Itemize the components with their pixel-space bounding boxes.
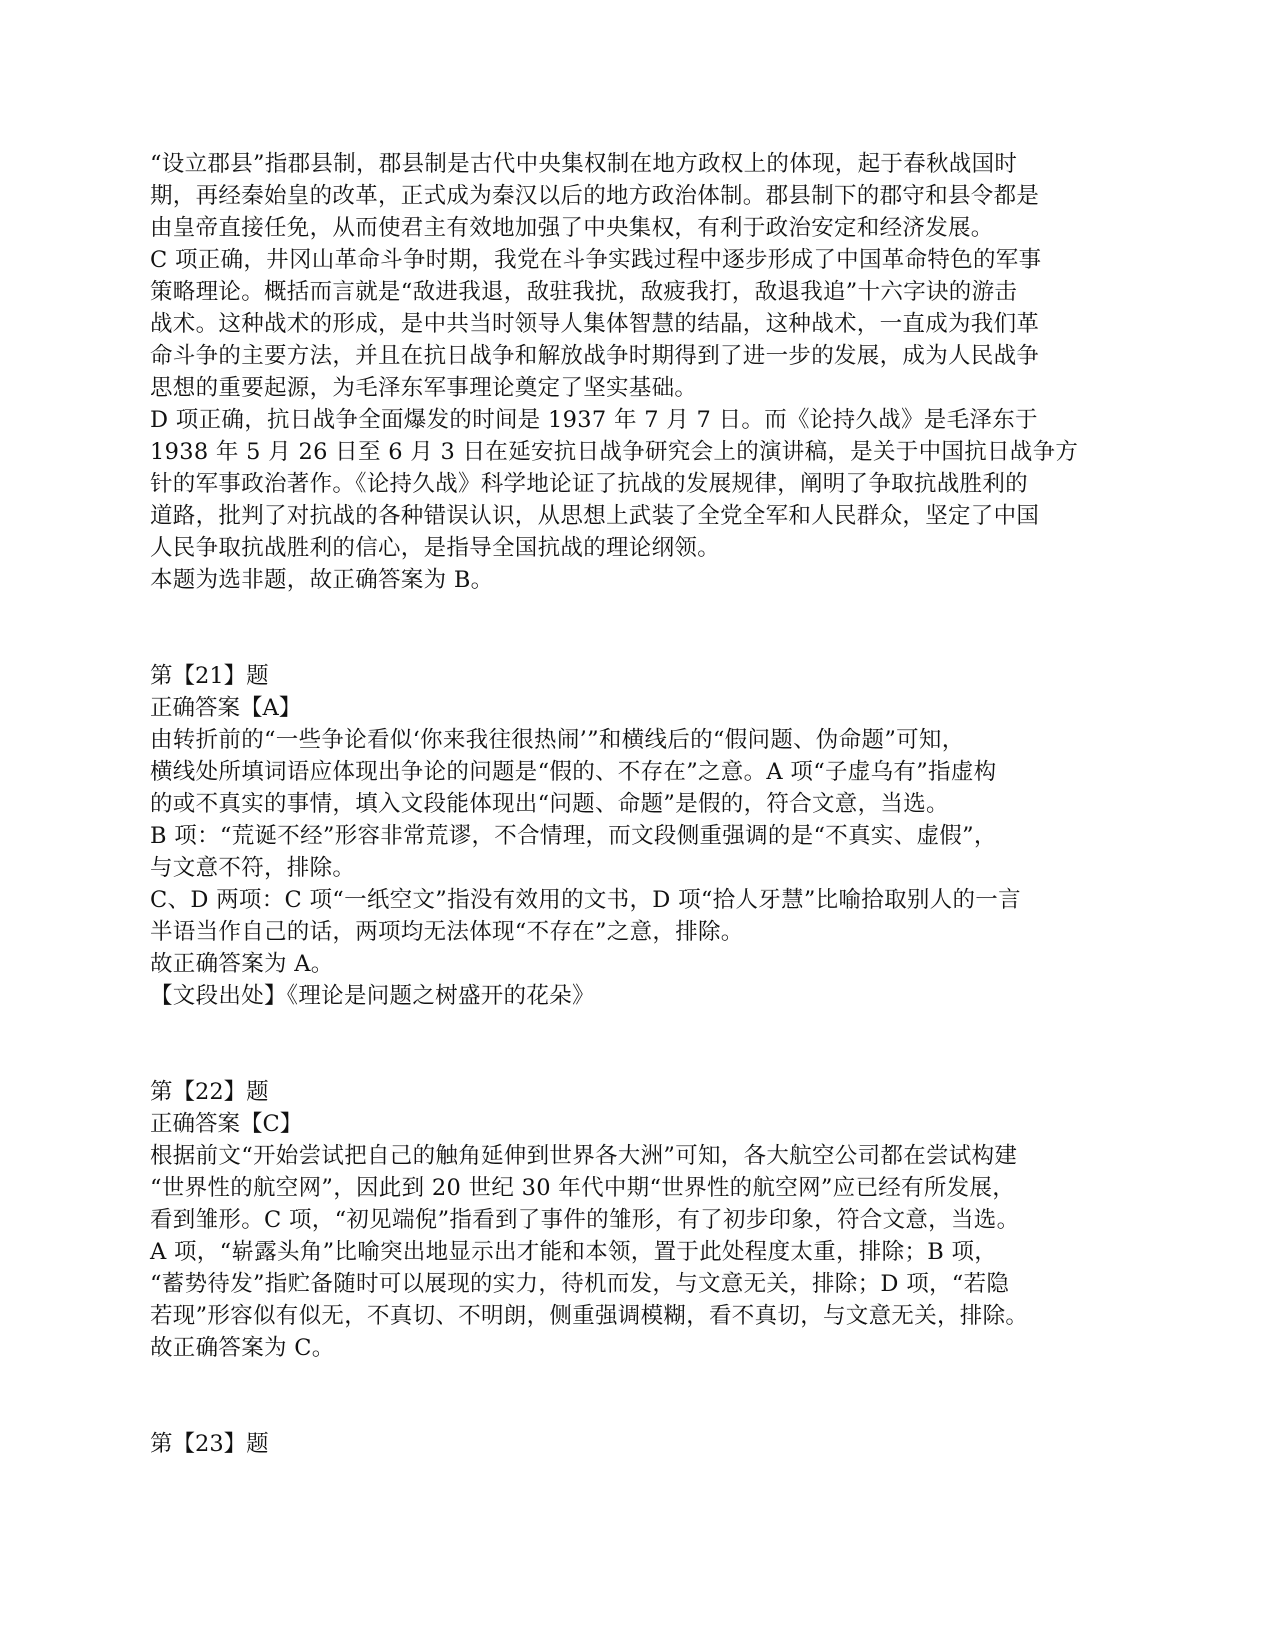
paragraph-line: 的或不真实的事情，填入文段能体现出“问题、命题”是假的，符合文意，当选。 [150,791,949,817]
section-gap [150,1364,1130,1428]
correct-answer: 正确答案【A】 [150,695,302,721]
paragraph-line: A 项，“崭露头角”比喻突出地显示出才能和本领，置于此处程度太重，排除；B 项， [150,1239,998,1265]
paragraph-line: 半语当作自己的话，两项均无法体现“不存在”之意，排除。 [150,919,744,945]
paragraph-line: 本题为选非题，故正确答案为 B。 [150,567,494,593]
paragraph-line: 由转折前的“一些争论看似‘你来我往很热闹’”和横线后的“假问题、伪命题”可知， [150,727,965,753]
paragraph-line: 由皇帝直接任免，从而使君主有效地加强了中央集权，有利于政治安定和经济发展。 [150,215,994,241]
paragraph-line: B 项：“荒诞不经”形容非常荒谬，不合情理，而文段侧重强调的是“不真实、虚假”， [150,823,997,849]
paragraph-line: 故正确答案为 C。 [150,1335,335,1361]
paragraph-line: “蓄势待发”指贮备随时可以展现的实力，待机而发，与文意无关，排除；D 项，“若隐 [150,1271,1010,1297]
paragraph-line: 针的军事政治著作。《论持久战》科学地论证了抗战的发展规律，阐明了争取抗战胜利的 [150,471,1028,497]
paragraph-line: “设立郡县”指郡县制，郡县制是古代中央集权制在地方政权上的体现，起于春秋战国时 [150,151,1018,177]
correct-answer: 正确答案【C】 [150,1111,303,1137]
paragraph-line: 战术。这种战术的形成，是中共当时领导人集体智慧的结晶，这种战术，一直成为我们革 [150,311,1040,337]
paragraph-line: D 项正确，抗日战争全面爆发的时间是 1937 年 7 月 7 日。而《论持久战》是毛泽东于 [150,407,1038,433]
paragraph-line: 命斗争的主要方法，并且在抗日战争和解放战争时期得到了进一步的发展，成为人民战争 [150,343,1040,369]
paragraph-line: 期，再经秦始皇的改革，正式成为秦汉以后的地方政治体制。郡县制下的郡守和县令都是 [150,183,1040,209]
paragraph-line: C、D 两项：C 项“一纸空文”指没有效用的文书，D 项“拾人牙慧”比喻拾取别人的一言 [150,887,1021,913]
paragraph-line: 与文意不符，排除。 [150,855,356,881]
paragraph-line: 看到雏形。C 项，“初见端倪”指看到了事件的雏形，有了初步印象，符合文意，当选。 [150,1207,1020,1233]
previous-question-explanation [150,148,1130,596]
paragraph-line: 1938 年 5 月 26 日至 6 月 3 日在延安抗日战争研究会上的演讲稿，是关于中国抗日战争方 [150,439,1079,465]
paragraph-line: 横线处所填词语应体现出争论的问题是“假的、不存在”之意。A 项“子虚乌有”指虚构 [150,759,997,785]
paragraph-line: 若现”形容似有似无，不真切、不明朗，侧重强调模糊，看不真切，与文意无关，排除。 [150,1303,1029,1329]
paragraph-line: 策略理论。概括而言就是“敌进我退，敌驻我扰，敌疲我打，敌退我追”十六字诀的游击 [150,279,1018,305]
question-title: 第【23】题 [150,1431,269,1457]
paragraph-line: “世界性的航空网”，因此到 20 世纪 30 年代中期“世界性的航空网”应已经有所发展， [150,1175,1016,1201]
paragraph-line: 根据前文“开始尝试把自己的触角延伸到世界各大洲”可知，各大航空公司都在尝试构建 [150,1143,1018,1169]
question-23-section [150,1428,1130,1460]
source-citation: 【文段出处】《理论是问题之树盛开的花朵》 [150,983,595,1009]
section-gap [150,1012,1130,1076]
paragraph-line: 思想的重要起源，为毛泽东军事理论奠定了坚实基础。 [150,375,698,401]
section-gap [150,596,1130,660]
question-21-section [150,660,1130,1012]
paragraph-line: C 项正确，井冈山革命斗争时期，我党在斗争实践过程中逐步形成了中国革命特色的军事 [150,247,1042,273]
paragraph-line: 道路，批判了对抗战的各种错误认识，从思想上武装了全党全军和人民群众，坚定了中国 [150,503,1040,529]
paragraph-line: 故正确答案为 A。 [150,951,334,977]
paragraph-line: 人民争取抗战胜利的信心，是指导全国抗战的理论纲领。 [150,535,721,561]
question-22-section [150,1076,1130,1364]
question-title: 第【21】题 [150,663,269,689]
document-page [150,148,1130,1460]
question-title: 第【22】题 [150,1079,269,1105]
